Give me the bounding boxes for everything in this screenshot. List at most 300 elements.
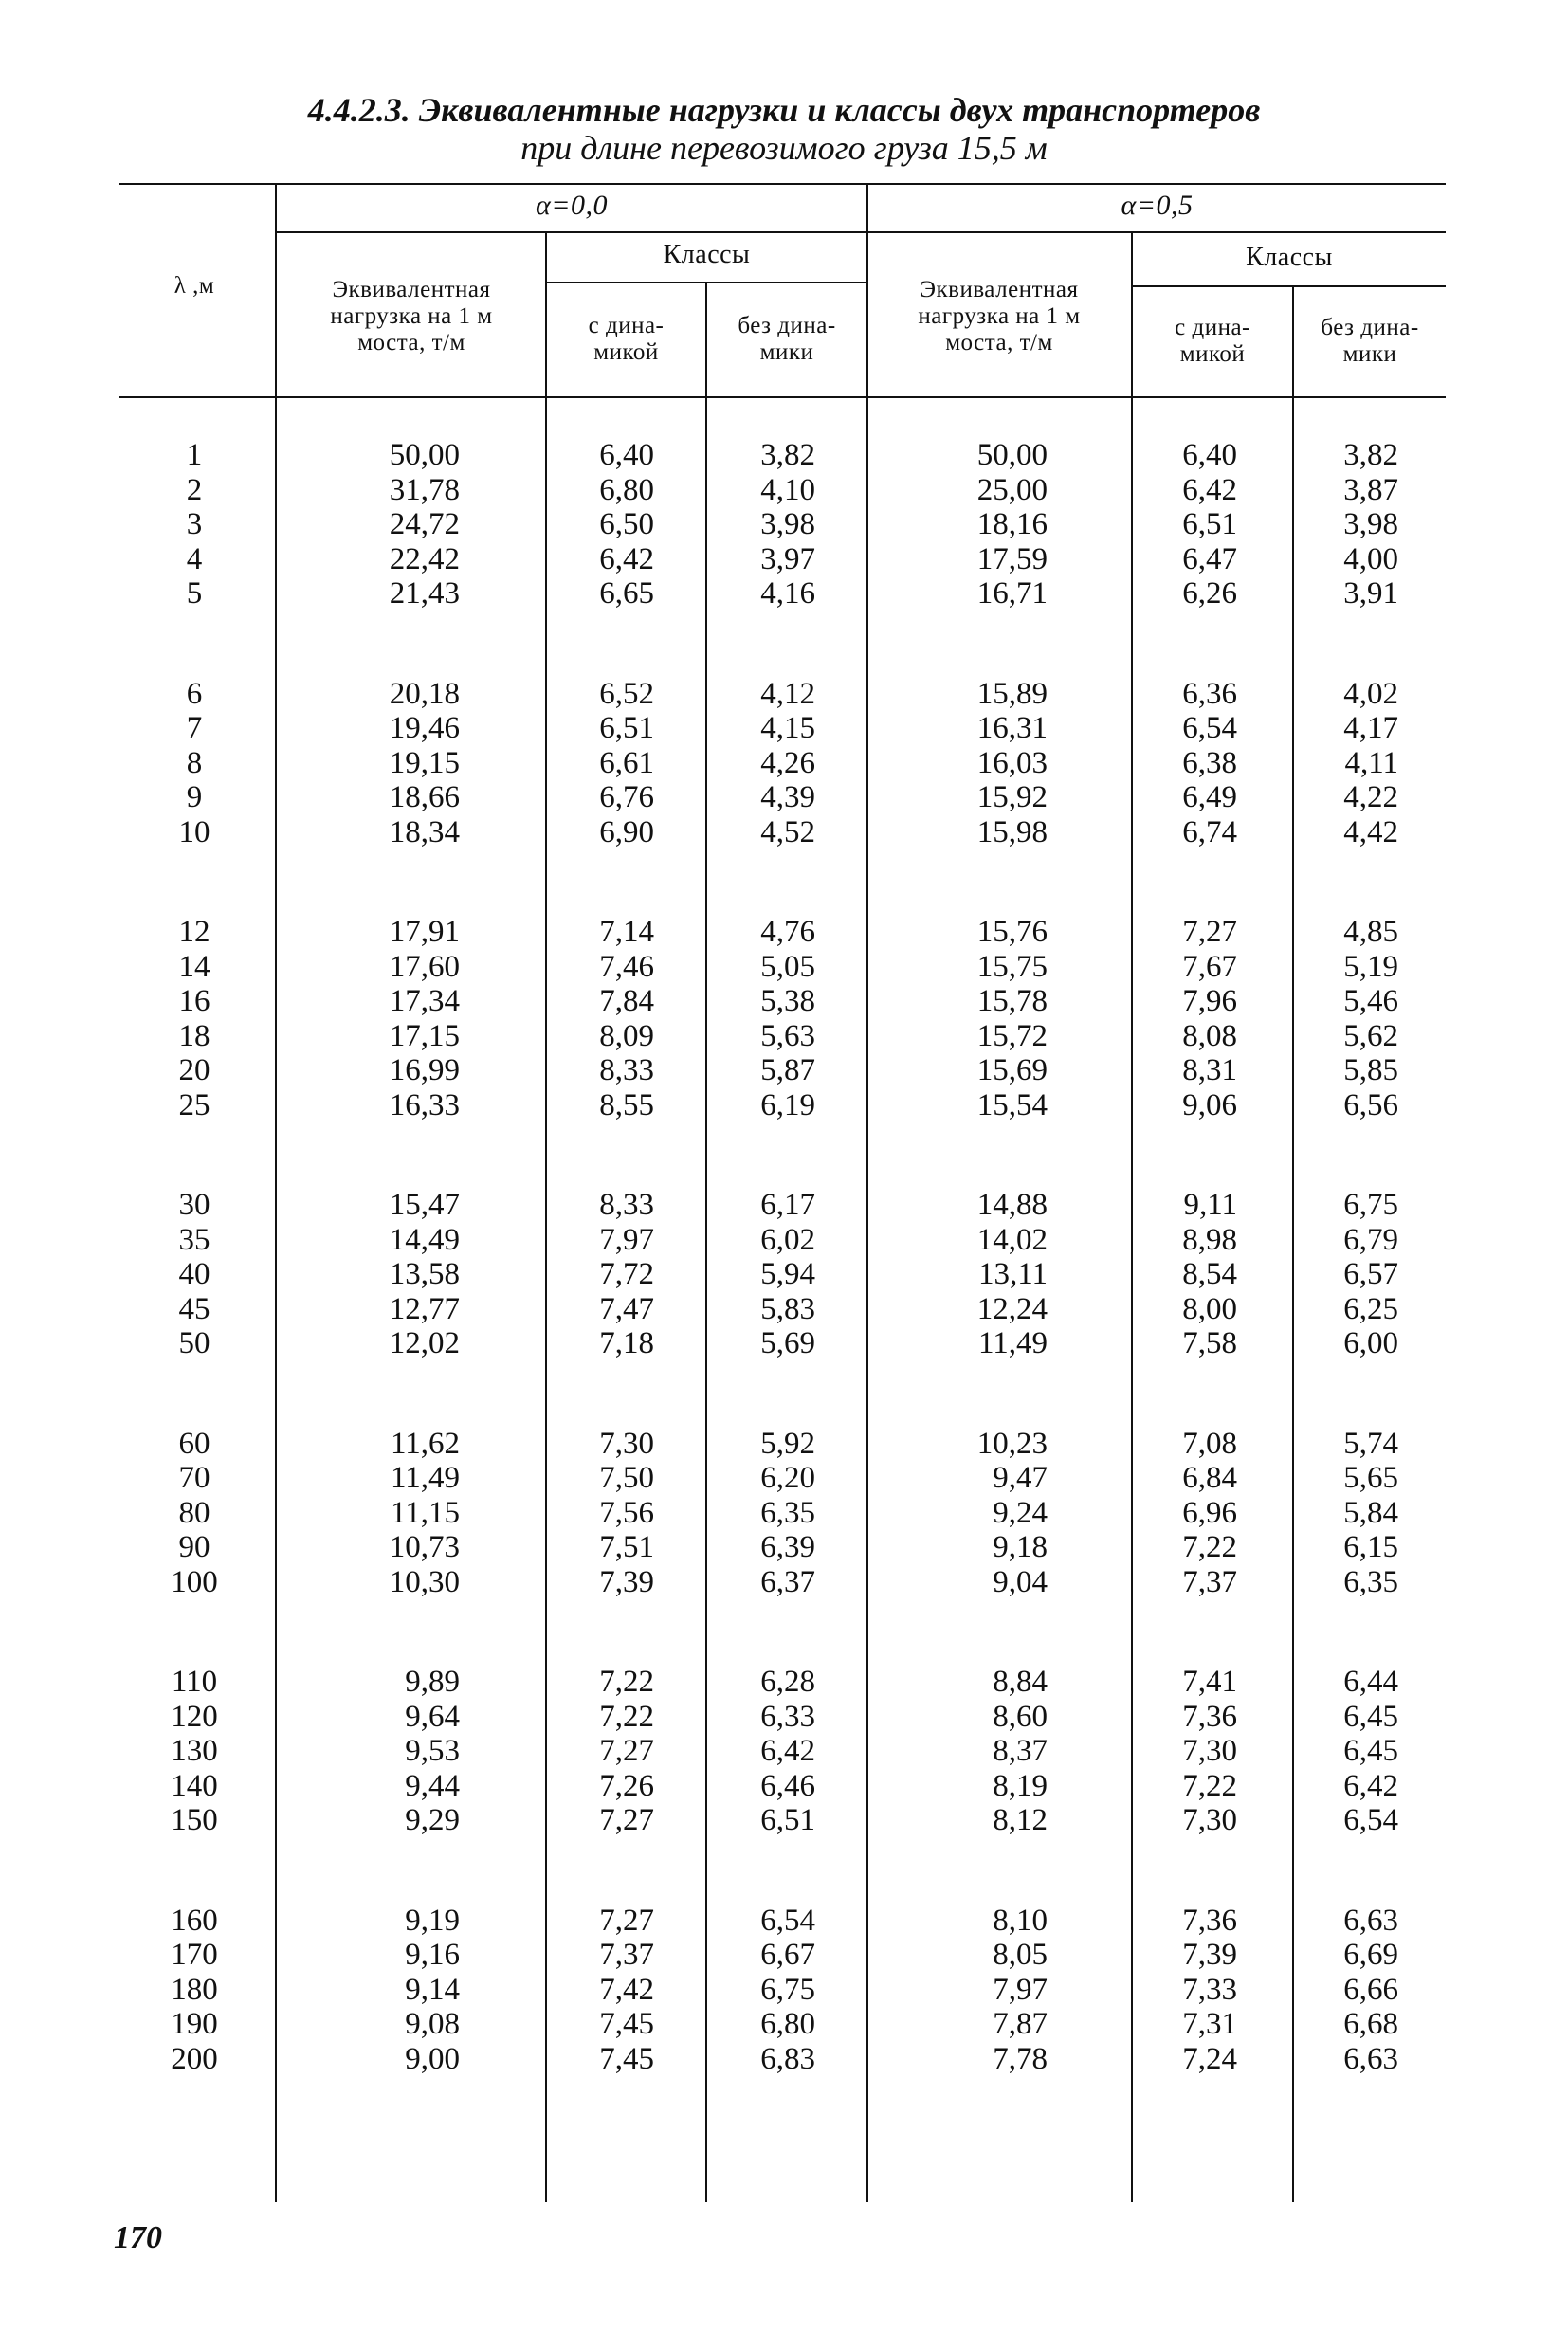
- table-cell-a0-nodyn: 6,02: [760, 1222, 815, 1257]
- table-cell-a0-nodyn: 6,28: [760, 1665, 815, 1699]
- table-cell-a5-nodyn: 6,54: [1343, 1803, 1398, 1837]
- table-cell-a0-load: 17,60: [389, 949, 460, 984]
- table-cell-a0-load: 24,72: [389, 507, 460, 541]
- column-a5-load: [872, 438, 1048, 2076]
- table-cell-a5-dyn: 7,22: [1182, 1768, 1237, 1803]
- group-spacer: [872, 1838, 1048, 1904]
- table-cell-lambda: 25: [178, 1087, 210, 1122]
- table-cell-a0-load: 9,14: [405, 1972, 460, 2007]
- table-cell-a5-dyn: 7,27: [1182, 915, 1237, 949]
- table-cell-a0-dyn: 7,42: [599, 1972, 654, 2007]
- table-cell-lambda: 9: [186, 780, 203, 814]
- group-spacer: [716, 849, 815, 915]
- header-without-dynamics-line: без дина-: [1321, 315, 1419, 340]
- table-cell-a0-nodyn: 5,63: [760, 1018, 815, 1053]
- table-cell-lambda: 80: [178, 1495, 210, 1530]
- header-lambda: λ ,м: [173, 273, 215, 299]
- group-spacer: [1138, 611, 1237, 677]
- table-cell-a0-load: 9,53: [405, 1734, 460, 1768]
- table-cell-a0-load: 17,34: [389, 984, 460, 1018]
- table-cell-a0-nodyn: 4,12: [760, 676, 815, 711]
- table-cell-a5-load: 15,78: [976, 984, 1048, 1018]
- classes-a5-rule: [1133, 285, 1446, 287]
- table-cell-a5-dyn: 6,96: [1182, 1495, 1237, 1530]
- table-cell-a5-dyn: 6,54: [1182, 711, 1237, 745]
- group-spacer: [142, 611, 246, 677]
- group-spacer: [284, 1599, 460, 1665]
- table-cell-a0-dyn: 7,22: [599, 1665, 654, 1699]
- table-cell-a0-dyn: 7,50: [599, 1461, 654, 1495]
- table-title-line-1: 4.4.2.3. Эквивалентные нагрузки и классы двух транспортеров: [307, 91, 1261, 129]
- table-cell-a0-nodyn: 6,37: [760, 1564, 815, 1599]
- column-lambda: [142, 438, 246, 2076]
- group-spacer: [872, 1122, 1048, 1188]
- header-equiv-load-line: нагрузка на 1 м: [918, 303, 1081, 329]
- table-cell-a5-dyn: 7,96: [1182, 984, 1237, 1018]
- table-cell-lambda: 60: [178, 1426, 210, 1461]
- table-cell-a0-dyn: 7,30: [599, 1426, 654, 1461]
- table-cell-a5-dyn: 7,36: [1182, 1699, 1237, 1734]
- header-with-dynamics-line: микой: [1179, 341, 1246, 367]
- group-spacer: [1138, 1122, 1237, 1188]
- group-spacer: [716, 1838, 815, 1904]
- table-cell-a0-load: 9,08: [405, 2007, 460, 2041]
- table-cell-a5-nodyn: 6,56: [1343, 1087, 1398, 1122]
- group-spacer: [1299, 611, 1398, 677]
- table-cell-a0-dyn: 8,09: [599, 1018, 654, 1053]
- column-a0-load: [284, 438, 460, 2076]
- divider-a0-classes: [705, 282, 707, 2202]
- table-cell-a5-dyn: 8,98: [1182, 1222, 1237, 1257]
- table-cell-a0-load: 15,47: [389, 1188, 460, 1222]
- header-bottom-rule: [119, 396, 1446, 398]
- table-cell-a5-dyn: 7,58: [1182, 1326, 1237, 1360]
- table-cell-a0-dyn: 6,80: [599, 472, 654, 507]
- table-cell-a0-load: 16,99: [389, 1053, 460, 1087]
- table-cell-a0-load: 9,19: [405, 1903, 460, 1938]
- table-cell-a5-dyn: 7,31: [1182, 2007, 1237, 2041]
- group-spacer: [555, 1361, 654, 1427]
- table-cell-a5-dyn: 6,36: [1182, 676, 1237, 711]
- table-cell-lambda: 90: [178, 1530, 210, 1564]
- page-number: 170: [114, 2220, 162, 2255]
- table-cell-a5-dyn: 7,30: [1182, 1803, 1237, 1837]
- table-cell-a0-dyn: 6,51: [599, 711, 654, 745]
- group-spacer: [1299, 1599, 1398, 1665]
- table-cell-lambda: 100: [171, 1564, 218, 1599]
- table-cell-a0-nodyn: 6,20: [760, 1461, 815, 1495]
- table-cell-a0-nodyn: 6,39: [760, 1530, 815, 1564]
- alpha05-subheader-rule: [868, 231, 1446, 233]
- table-cell-a5-load: 9,47: [993, 1461, 1048, 1495]
- table-cell-a0-load: 9,29: [405, 1803, 460, 1837]
- table-cell-lambda: 8: [186, 745, 203, 780]
- group-spacer: [1138, 1361, 1237, 1427]
- group-spacer: [1299, 1838, 1398, 1904]
- group-spacer: [872, 611, 1048, 677]
- table-cell-a0-dyn: 6,42: [599, 541, 654, 576]
- table-cell-a5-nodyn: 5,65: [1343, 1461, 1398, 1495]
- table-cell-a0-dyn: 7,51: [599, 1530, 654, 1564]
- table-cell-a0-dyn: 7,97: [599, 1222, 654, 1257]
- table-cell-a5-nodyn: 6,57: [1343, 1257, 1398, 1291]
- header-without-dynamics-a5: [1294, 315, 1446, 368]
- table-cell-a0-load: 12,77: [389, 1291, 460, 1326]
- group-spacer: [1299, 1361, 1398, 1427]
- table-cell-a0-nodyn: 5,83: [760, 1291, 815, 1326]
- table-cell-a5-load: 50,00: [976, 438, 1048, 472]
- header-classes-a0: Классы: [663, 240, 751, 269]
- table-cell-lambda: 4: [186, 541, 203, 576]
- table-cell-a5-dyn: 8,31: [1182, 1053, 1237, 1087]
- table-cell-a0-load: 11,49: [390, 1461, 460, 1495]
- table-cell-a5-load: 18,16: [976, 507, 1048, 541]
- header-equiv-load-line: Эквивалентная: [332, 277, 491, 302]
- group-spacer: [716, 611, 815, 677]
- table-cell-lambda: 14: [178, 949, 210, 984]
- table-cell-a0-load: 50,00: [389, 438, 460, 472]
- table-cell-a0-nodyn: 3,98: [760, 507, 815, 541]
- table-cell-a0-nodyn: 6,54: [760, 1903, 815, 1938]
- table-cell-a0-dyn: 7,27: [599, 1803, 654, 1837]
- table-cell-a0-dyn: 7,45: [599, 2041, 654, 2076]
- table-cell-lambda: 150: [171, 1803, 218, 1837]
- table-cell-a5-nodyn: 6,66: [1343, 1972, 1398, 2007]
- table-cell-a0-load: 9,00: [405, 2041, 460, 2076]
- table-cell-a0-load: 17,91: [389, 915, 460, 949]
- table-cell-a5-nodyn: 6,63: [1343, 1903, 1398, 1938]
- table-cell-a5-load: 15,72: [976, 1018, 1048, 1053]
- header-with-dynamics-line: с дина-: [588, 313, 665, 338]
- table-cell-a0-dyn: 7,14: [599, 915, 654, 949]
- divider-lambda: [275, 183, 277, 2202]
- table-cell-a0-dyn: 6,50: [599, 507, 654, 541]
- table-cell-a5-load: 16,03: [976, 745, 1048, 780]
- table-cell-a5-dyn: 6,84: [1182, 1461, 1237, 1495]
- table-cell-a5-dyn: 7,39: [1182, 1938, 1237, 1972]
- table-cell-lambda: 160: [171, 1903, 218, 1938]
- group-spacer: [284, 611, 460, 677]
- table-cell-a0-nodyn: 6,46: [760, 1768, 815, 1803]
- header-without-dynamics-line: мики: [1342, 341, 1397, 367]
- group-spacer: [872, 1599, 1048, 1665]
- table-cell-a0-nodyn: 3,97: [760, 541, 815, 576]
- table-cell-a5-load: 8,60: [993, 1699, 1048, 1734]
- table-cell-a5-nodyn: 6,79: [1343, 1222, 1398, 1257]
- table-cell-a0-nodyn: 6,19: [760, 1087, 815, 1122]
- table-cell-a0-load: 10,73: [389, 1530, 460, 1564]
- table-cell-lambda: 3: [186, 507, 203, 541]
- table-cell-a5-dyn: 7,67: [1182, 949, 1237, 984]
- table-cell-a0-dyn: 6,40: [599, 438, 654, 472]
- table-cell-a5-nodyn: 4,22: [1343, 780, 1398, 814]
- table-cell-a5-dyn: 7,08: [1182, 1426, 1237, 1461]
- table-cell-lambda: 30: [178, 1188, 210, 1222]
- table-cell-a5-dyn: 6,38: [1182, 745, 1237, 780]
- table-cell-a5-load: 10,23: [976, 1426, 1048, 1461]
- table-cell-a5-load: 15,89: [976, 676, 1048, 711]
- table-cell-lambda: 16: [178, 984, 210, 1018]
- table-cell-a0-dyn: 7,22: [599, 1699, 654, 1734]
- header-with-dynamics-a0: [547, 313, 705, 366]
- table-cell-a5-dyn: 6,74: [1182, 814, 1237, 849]
- table-cell-a0-load: 20,18: [389, 676, 460, 711]
- table-cell-a5-nodyn: 3,98: [1343, 507, 1398, 541]
- table-cell-a5-load: 7,87: [993, 2007, 1048, 2041]
- table-cell-a5-load: 15,76: [976, 915, 1048, 949]
- table-cell-lambda: 110: [171, 1665, 218, 1699]
- table-cell-a0-dyn: 7,37: [599, 1938, 654, 1972]
- table-cell-a5-nodyn: 4,17: [1343, 711, 1398, 745]
- column-a0-without-dynamics: [716, 438, 815, 2076]
- table-cell-a5-dyn: 7,37: [1182, 1564, 1237, 1599]
- table-cell-a0-load: 18,66: [389, 780, 460, 814]
- table-cell-a0-dyn: 7,27: [599, 1734, 654, 1768]
- table-cell-a5-load: 16,71: [976, 576, 1048, 611]
- table-cell-a0-nodyn: 5,05: [760, 949, 815, 984]
- table-cell-lambda: 190: [171, 2007, 218, 2041]
- header-without-dynamics-line: без дина-: [738, 313, 836, 338]
- alpha0-subheader-rule: [277, 231, 866, 233]
- header-equiv-load-line: моста, т/м: [945, 330, 1053, 356]
- table-cell-a5-dyn: 7,24: [1182, 2041, 1237, 2076]
- table-cell-a0-nodyn: 6,51: [760, 1803, 815, 1837]
- table-cell-lambda: 2: [186, 472, 203, 507]
- table-cell-a5-nodyn: 5,19: [1343, 949, 1398, 984]
- table-cell-a5-nodyn: 3,91: [1343, 576, 1398, 611]
- table-cell-a0-load: 16,33: [389, 1087, 460, 1122]
- table-cell-a5-load: 8,19: [993, 1768, 1048, 1803]
- table-cell-a5-load: 15,92: [976, 780, 1048, 814]
- table-cell-a5-load: 7,78: [993, 2041, 1048, 2076]
- table-cell-a5-dyn: 7,33: [1182, 1972, 1237, 2007]
- group-spacer: [555, 849, 654, 915]
- table-cell-a5-nodyn: 6,69: [1343, 1938, 1398, 1972]
- table-cell-a5-load: 8,37: [993, 1734, 1048, 1768]
- group-spacer: [872, 1361, 1048, 1427]
- table-cell-lambda: 170: [171, 1938, 218, 1972]
- table-cell-a0-nodyn: 4,15: [760, 711, 815, 745]
- table-cell-a5-load: 15,69: [976, 1053, 1048, 1087]
- table-cell-a5-nodyn: 5,85: [1343, 1053, 1398, 1087]
- table-cell-a5-nodyn: 6,15: [1343, 1530, 1398, 1564]
- table-cell-a0-dyn: 6,61: [599, 745, 654, 780]
- table-cell-a0-dyn: 7,39: [599, 1564, 654, 1599]
- table-cell-a5-load: 8,05: [993, 1938, 1048, 1972]
- table-cell-a0-nodyn: 4,16: [760, 576, 815, 611]
- table-cell-lambda: 40: [178, 1257, 210, 1291]
- table-cell-a0-nodyn: 4,10: [760, 472, 815, 507]
- table-cell-a5-nodyn: 6,45: [1343, 1699, 1398, 1734]
- table-cell-lambda: 5: [186, 576, 203, 611]
- group-spacer: [284, 1838, 460, 1904]
- table-top-rule: [119, 183, 1446, 185]
- table-cell-a5-dyn: 8,00: [1182, 1291, 1237, 1326]
- table-cell-a5-load: 8,12: [993, 1803, 1048, 1837]
- group-spacer: [555, 611, 654, 677]
- table-cell-lambda: 18: [178, 1018, 210, 1053]
- table-cell-a0-nodyn: 3,82: [760, 438, 815, 472]
- table-cell-a0-nodyn: 5,94: [760, 1257, 815, 1291]
- header-without-dynamics-line: мики: [759, 339, 814, 365]
- table-cell-lambda: 120: [171, 1699, 218, 1734]
- column-a0-with-dynamics: [555, 438, 654, 2076]
- table-cell-a5-nodyn: 6,68: [1343, 2007, 1398, 2041]
- table-cell-a0-nodyn: 5,38: [760, 984, 815, 1018]
- table-cell-a5-nodyn: 4,00: [1343, 541, 1398, 576]
- table-cell-a0-dyn: 6,90: [599, 814, 654, 849]
- table-cell-a5-nodyn: 4,11: [1344, 745, 1398, 780]
- header-equiv-load-a0: [281, 277, 542, 356]
- table-cell-a0-nodyn: 4,76: [760, 915, 815, 949]
- table-cell-a0-dyn: 7,46: [599, 949, 654, 984]
- table-cell-a5-nodyn: 5,84: [1343, 1495, 1398, 1530]
- table-cell-a5-load: 8,10: [993, 1903, 1048, 1938]
- group-spacer: [142, 1361, 246, 1427]
- table-cell-a0-nodyn: 6,80: [760, 2007, 815, 2041]
- table-cell-lambda: 45: [178, 1291, 210, 1326]
- group-spacer: [284, 1122, 460, 1188]
- table-cell-a0-dyn: 7,84: [599, 984, 654, 1018]
- group-spacer: [716, 1361, 815, 1427]
- table-cell-a5-nodyn: 6,45: [1343, 1734, 1398, 1768]
- table-cell-a5-dyn: 7,30: [1182, 1734, 1237, 1768]
- group-spacer: [142, 1838, 246, 1904]
- header-alpha-05: α=0,5: [1121, 190, 1194, 221]
- table-cell-a5-dyn: 8,54: [1182, 1257, 1237, 1291]
- table-cell-a5-load: 9,24: [993, 1495, 1048, 1530]
- table-cell-lambda: 6: [186, 676, 203, 711]
- table-cell-a0-nodyn: 4,39: [760, 780, 815, 814]
- table-cell-a0-load: 22,42: [389, 541, 460, 576]
- group-spacer: [555, 1122, 654, 1188]
- table-cell-a5-dyn: 9,11: [1183, 1188, 1237, 1222]
- table-cell-a5-dyn: 6,40: [1182, 438, 1237, 472]
- header-with-dynamics-line: микой: [593, 339, 659, 365]
- group-spacer: [872, 849, 1048, 915]
- header-equiv-load-line: Эквивалентная: [920, 277, 1079, 302]
- table-cell-a0-nodyn: 5,92: [760, 1426, 815, 1461]
- table-cell-a0-nodyn: 6,83: [760, 2041, 815, 2076]
- group-spacer: [284, 849, 460, 915]
- table-cell-a0-dyn: 8,55: [599, 1087, 654, 1122]
- table-cell-a0-dyn: 8,33: [599, 1053, 654, 1087]
- table-cell-lambda: 7: [186, 711, 203, 745]
- table-cell-a5-load: 14,88: [976, 1188, 1048, 1222]
- table-cell-a0-nodyn: 6,42: [760, 1734, 815, 1768]
- table-cell-a5-dyn: 6,51: [1182, 507, 1237, 541]
- group-spacer: [142, 1599, 246, 1665]
- table-cell-a0-load: 12,02: [389, 1326, 460, 1360]
- divider-a5-load: [1131, 231, 1133, 2202]
- table-cell-a0-dyn: 7,18: [599, 1326, 654, 1360]
- table-cell-a5-load: 9,04: [993, 1564, 1048, 1599]
- divider-a0-load: [545, 231, 547, 2202]
- table-cell-a5-load: 9,18: [993, 1530, 1048, 1564]
- header-with-dynamics-a5: [1133, 315, 1292, 368]
- table-cell-a5-nodyn: 5,74: [1343, 1426, 1398, 1461]
- table-cell-a0-load: 17,15: [389, 1018, 460, 1053]
- table-cell-a5-nodyn: 6,00: [1343, 1326, 1398, 1360]
- header-without-dynamics-a0: [707, 313, 866, 366]
- table-cell-a5-load: 12,24: [976, 1291, 1048, 1326]
- table-cell-a5-load: 25,00: [976, 472, 1048, 507]
- header-equiv-load-line: нагрузка на 1 м: [330, 303, 493, 329]
- table-cell-a0-dyn: 7,45: [599, 2007, 654, 2041]
- table-cell-a0-load: 14,49: [389, 1222, 460, 1257]
- table-cell-a0-nodyn: 4,52: [760, 814, 815, 849]
- table-cell-a5-load: 15,54: [976, 1087, 1048, 1122]
- table-cell-lambda: 130: [171, 1734, 218, 1768]
- table-cell-a5-load: 11,49: [977, 1326, 1048, 1360]
- group-spacer: [142, 1122, 246, 1188]
- group-spacer: [555, 1838, 654, 1904]
- table-cell-a5-nodyn: 4,85: [1343, 915, 1398, 949]
- header-equiv-load-a5: [870, 277, 1128, 356]
- table-cell-a0-nodyn: 6,35: [760, 1495, 815, 1530]
- table-cell-a0-dyn: 8,33: [599, 1188, 654, 1222]
- table-cell-a5-load: 7,97: [993, 1972, 1048, 2007]
- table-cell-a0-dyn: 6,65: [599, 576, 654, 611]
- table-cell-a5-dyn: 6,26: [1182, 576, 1237, 611]
- table-cell-a0-dyn: 6,76: [599, 780, 654, 814]
- table-cell-a0-load: 9,64: [405, 1699, 460, 1734]
- table-cell-a5-load: 14,02: [976, 1222, 1048, 1257]
- header-classes-a5: Классы: [1246, 243, 1333, 272]
- group-spacer: [1138, 1838, 1237, 1904]
- table-cell-a0-dyn: 7,47: [599, 1291, 654, 1326]
- table-cell-a5-load: 15,98: [976, 814, 1048, 849]
- table-cell-a5-dyn: 7,41: [1182, 1665, 1237, 1699]
- column-a5-without-dynamics: [1299, 438, 1398, 2076]
- table-cell-lambda: 35: [178, 1222, 210, 1257]
- table-cell-a0-load: 10,30: [389, 1564, 460, 1599]
- table-cell-a5-nodyn: 5,62: [1343, 1018, 1398, 1053]
- table-cell-a5-nodyn: 6,44: [1343, 1665, 1398, 1699]
- group-spacer: [1138, 1599, 1237, 1665]
- table-cell-a5-nodyn: 6,42: [1343, 1768, 1398, 1803]
- table-cell-lambda: 180: [171, 1972, 218, 2007]
- table-cell-a5-nodyn: 3,82: [1343, 438, 1398, 472]
- group-spacer: [1138, 849, 1237, 915]
- table-cell-a0-load: 31,78: [389, 472, 460, 507]
- group-spacer: [1299, 1122, 1398, 1188]
- table-cell-lambda: 140: [171, 1768, 218, 1803]
- table-cell-a0-load: 11,15: [390, 1495, 460, 1530]
- table-cell-lambda: 200: [171, 2041, 218, 2076]
- table-cell-a5-dyn: 6,47: [1182, 541, 1237, 576]
- table-cell-a5-nodyn: 4,42: [1343, 814, 1398, 849]
- table-cell-a0-nodyn: 6,33: [760, 1699, 815, 1734]
- table-cell-a5-nodyn: 6,63: [1343, 2041, 1398, 2076]
- table-cell-a5-load: 17,59: [976, 541, 1048, 576]
- table-cell-lambda: 12: [178, 915, 210, 949]
- group-spacer: [284, 1361, 460, 1427]
- table-cell-lambda: 20: [178, 1053, 210, 1087]
- table-cell-a0-dyn: 7,56: [599, 1495, 654, 1530]
- table-cell-lambda: 10: [178, 814, 210, 849]
- table-cell-a0-nodyn: 6,67: [760, 1938, 815, 1972]
- table-cell-lambda: 70: [178, 1461, 210, 1495]
- table-cell-a0-load: 19,15: [389, 745, 460, 780]
- table-cell-a5-nodyn: 6,75: [1343, 1188, 1398, 1222]
- table-cell-a0-nodyn: 5,87: [760, 1053, 815, 1087]
- group-spacer: [1299, 849, 1398, 915]
- table-cell-a5-dyn: 6,42: [1182, 472, 1237, 507]
- table-cell-a5-dyn: 7,22: [1182, 1530, 1237, 1564]
- table-cell-a5-nodyn: 6,35: [1343, 1564, 1398, 1599]
- table-cell-a5-load: 15,75: [976, 949, 1048, 984]
